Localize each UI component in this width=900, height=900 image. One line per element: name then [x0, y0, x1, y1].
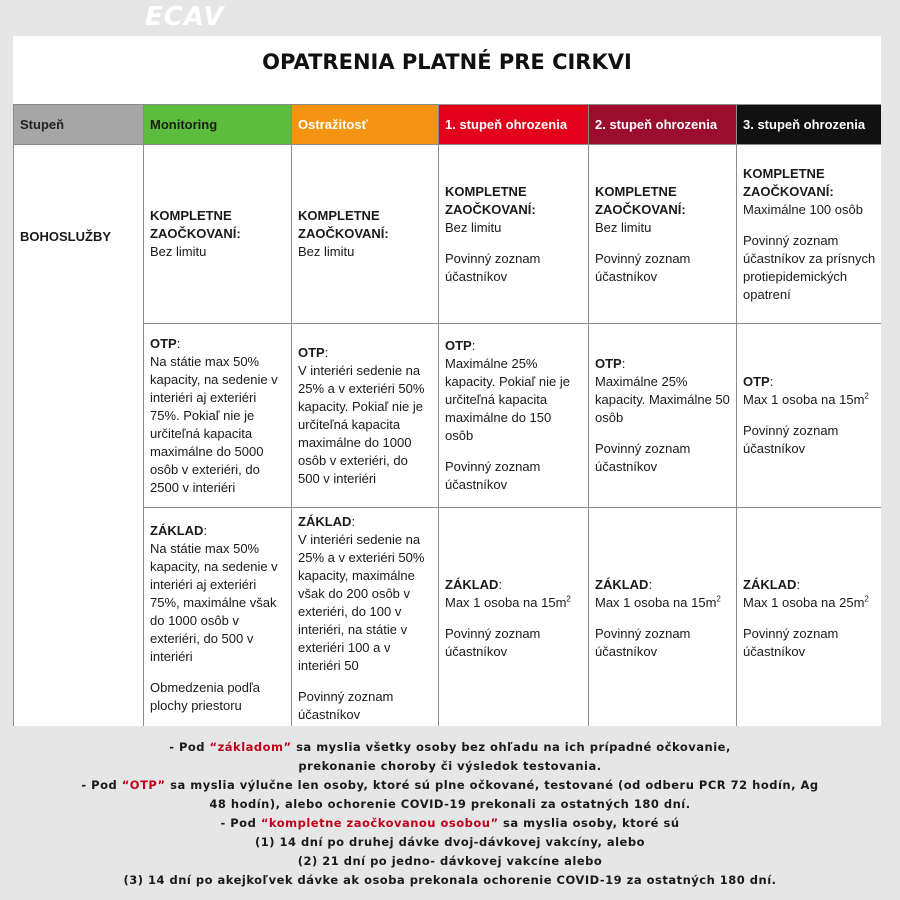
cell-r1-stupen2 [589, 145, 737, 324]
note-kompletne-3: (3) 14 dní po akejkoľvek dávke ak osoba prekonala ochorenie COVID-19 za ostatných 180 dní. [123, 873, 777, 887]
cell-heading: ZÁKLAD [445, 576, 499, 592]
cell-text: Bez limitu [150, 244, 207, 259]
table-row [14, 508, 882, 727]
note-key: “kompletne zaočkovanou osobou” [260, 816, 499, 830]
note-key: “OTP” [121, 778, 166, 792]
cell-text: V interiéri sedenie na 25% a v exteriéri 50% kapacity. Pokiaľ nie je určiteľná kapacita maximálne do 1000 osôb v exteriéri, do 500 v interiéri [298, 362, 425, 486]
cell-extra: Povinný zoznam účastníkov [743, 625, 839, 659]
cell-heading: OTP [445, 338, 472, 353]
cell-text: Maximálne 25% kapacity. Maximálne 50 osôb [595, 374, 730, 425]
header-stupen: Stupeň [14, 105, 144, 145]
cell-text: Maximálne 100 osôb [743, 201, 863, 217]
cell-text [445, 594, 582, 612]
cell-heading: KOMPLETNE ZAOČKOVANÍ: [595, 183, 686, 217]
measures-table [13, 104, 881, 726]
cell-r3-stupen2: ZÁKLAD: Max 1 osoba na $15m^2$ Povinný zoznam účastníkov [589, 508, 737, 727]
cell-heading: ZÁKLAD [150, 522, 204, 538]
cell-r1-monitoring [144, 145, 292, 324]
cell-r2-stupen1: OTP: Maximálne 25% kapacity. Pokiaľ nie je určiteľná kapacita maximálne do 150 osôb Povinný zoznam účastníkov [439, 324, 589, 508]
cell-text-main: Max 1 osoba na 25m [743, 594, 865, 610]
cell-text-main: Max 1 osoba na 15m [595, 594, 717, 610]
cell-r2-monitoring: OTP: Na státie max 50% kapacity, na sedenie v interiéri aj exteriéri 75%. Pokiaľ nie je určiteľná kapacita maximálne do 5000 osôb v exteriéri, do 2500 v interiéri [144, 324, 292, 508]
cell-heading: OTP [150, 335, 177, 351]
cell-text-main: Max 1 osoba na 15m [445, 594, 567, 610]
cell-r2-stupen2: OTP: Maximálne 25% kapacity. Maximálne 50 osôb Povinný zoznam účastníkov [589, 324, 737, 508]
cell-r1-stupen1 [439, 145, 589, 324]
cell-text: V interiéri sedenie na 25% a v exteriéri 50% kapacity, maximálne však do 200 osôb v exteriéri, do 100 v interiéri, na státie v exteriéri 100 a v interiéri 50 [298, 531, 425, 673]
superscript: 2 [864, 391, 869, 401]
cell-text-main: Max 1 osoba na 15m [743, 392, 865, 407]
cell-text: Bez limitu [298, 244, 355, 259]
cell-text [743, 594, 878, 612]
cell-heading: KOMPLETNE ZAOČKOVANÍ: [743, 165, 834, 199]
cell-heading: OTP [743, 374, 770, 389]
header-stupen-1: 1. stupeň ohrozenia [439, 105, 589, 145]
superscript: 2 [864, 594, 869, 604]
cell-text: Bez limitu [595, 219, 652, 235]
cell-extra: Povinný zoznam účastníkov [595, 441, 691, 474]
table-row [14, 324, 882, 508]
cell-text: Maximálne 25% kapacity. Pokiaľ nie je určiteľná kapacita maximálne do 150 osôb [445, 356, 570, 443]
superscript: 2 [716, 594, 721, 604]
cell-text: Na státie max 50% kapacity, na sedenie v interiéri aj exteriéri 75%, maximálne však do 1000 osôb v exteriéri, do 500 v interiéri [150, 540, 278, 664]
cell-extra: Povinný zoznam účastníkov [743, 423, 839, 456]
cell-extra: Povinný zoznam účastníkov [298, 688, 394, 722]
footnotes [0, 738, 900, 890]
note-zaklad: - Pod “základom” sa myslia všetky osoby bez ohľadu na ich prípadné očkovanie, [169, 740, 731, 754]
cell-r2-stupen3: OTP: Max 1 osoba na $15m^2$ Povinný zoznam účastníkov [737, 324, 882, 508]
note-zaklad-cont: prekonanie choroby či výsledok testovania. [298, 759, 602, 773]
cell-heading: KOMPLETNE ZAOČKOVANÍ: [150, 208, 241, 241]
superscript: 2 [566, 594, 571, 604]
cell-text [595, 594, 730, 612]
cell-r3-monitoring: ZÁKLAD: Na státie max 50% kapacity, na sedenie v interiéri aj exteriéri 75%, maximálne však do 1000 osôb v exteriéri, do 500 v interiéri Obmedzenia podľa plochy priestoru [144, 508, 292, 727]
cell-heading: ZÁKLAD [743, 576, 797, 592]
table-header-row [14, 105, 882, 145]
cell-heading: OTP [298, 344, 325, 360]
header-ostrazitost: Ostražitosť [292, 105, 439, 145]
ecav-logo: ECAV [145, 2, 225, 32]
cell-text: Bez limitu [445, 219, 502, 235]
cell-extra: Povinný zoznam účastníkov [445, 625, 541, 659]
note-kompletne-2: (2) 21 dní po jedno- dávkovej vakcíne alebo [297, 854, 603, 868]
cell-heading: KOMPLETNE ZAOČKOVANÍ: [445, 183, 536, 217]
cell-extra: Obmedzenia podľa plochy priestoru [150, 679, 261, 713]
cell-extra: Povinný zoznam účastníkov [445, 250, 541, 284]
note-kompletne-1: (1) 14 dní po druhej dávke dvoj-dávkovej vakcíny, alebo [255, 835, 645, 849]
table-row [14, 145, 882, 324]
header-stupen-2: 2. stupeň ohrozenia [589, 105, 737, 145]
cell-extra: Povinný zoznam účastníkov [595, 250, 691, 284]
cell-r3-ostrazitost: ZÁKLAD: V interiéri sedenie na 25% a v exteriéri 50% kapacity, maximálne však do 200 osôb v exteriéri, do 100 v interiéri, na státie v exteriéri 100 a v interiéri 50 Povinný zoznam účastníkov [292, 508, 439, 727]
cell-text: Na státie max 50% kapacity, na sedenie v interiéri aj exteriéri 75%. Pokiaľ nie je určiteľná kapacita maximálne do 5000 osôb v exteriéri, do 2500 v interiéri [150, 353, 278, 495]
cell-r3-stupen3: ZÁKLAD: Max 1 osoba na $25m^2$ Povinný zoznam účastníkov [737, 508, 882, 727]
cell-heading: KOMPLETNE ZAOČKOVANÍ: [298, 208, 389, 241]
cell-extra: Povinný zoznam účastníkov [595, 625, 691, 659]
cell-heading: OTP [595, 356, 622, 371]
note-kompletne: - Pod “kompletne zaočkovanou osobou” sa myslia osoby, ktoré sú [220, 816, 680, 830]
note-key: “základom” [209, 740, 292, 754]
page-title: OPATRENIA PLATNÉ PRE CIRKVI [262, 50, 632, 74]
cell-r1-stupen3 [737, 145, 882, 324]
cell-heading: ZÁKLAD [595, 576, 649, 592]
note-otp-cont: 48 hodín), alebo ochorenie COVID-19 prekonali za ostatných 180 dní. [209, 797, 691, 811]
header-stupen-3: 3. stupeň ohrozenia [737, 105, 882, 145]
cell-r3-stupen1: ZÁKLAD: Max 1 osoba na $15m^2$ Povinný zoznam účastníkov [439, 508, 589, 727]
cell-r2-ostrazitost: OTP: V interiéri sedenie na 25% a v exteriéri 50% kapacity. Pokiaľ nie je určiteľná kapacita maximálne do 1000 osôb v exteriéri, do 500 v interiéri [292, 324, 439, 508]
cell-heading: ZÁKLAD [298, 513, 352, 529]
measures-card [13, 36, 881, 726]
header-monitoring: Monitoring [144, 105, 292, 145]
cell-extra: Povinný zoznam účastníkov [445, 459, 541, 492]
cell-extra: Povinný zoznam účastníkov za prísnych protiepidemických opatrení [743, 232, 876, 302]
cell-text [743, 391, 878, 409]
cell-r1-ostrazitost [292, 145, 439, 324]
row-label-bohosluzby: BOHOSLUŽBY [14, 145, 144, 727]
note-otp: - Pod “OTP” sa myslia výlučne len osoby, ktoré sú plne očkované, testované (od odberu PCR 72 hodín, Ag [81, 778, 819, 792]
